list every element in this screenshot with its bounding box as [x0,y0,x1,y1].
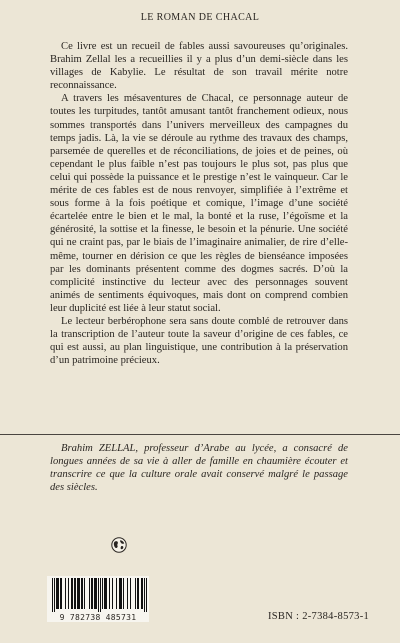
barcode-bar [91,578,92,609]
blurb-text [50,40,348,367]
barcode-bar [94,578,95,609]
barcode-bar [123,578,124,609]
barcode-bar [142,578,143,609]
barcode-bar [56,578,57,609]
barcode-bar [54,578,55,612]
barcode-bar [52,578,53,612]
author-bio-text: , professeur d’Arabe au lycée, a consacré de longues années de sa vie à aller de famille en chaumière écouter et transcrire ce que la culture orale avait conservé malgré le passage des siècles. [50,443,348,494]
barcode-bar [144,578,145,612]
barcode-number: 9 782738 485731 [59,613,137,622]
barcode-bar [72,578,73,609]
barcode-bar [104,578,105,609]
barcode-bar [121,578,122,609]
barcode-bar [98,578,99,612]
barcode-bar [141,578,142,609]
blurb-paragraph: Le lecteur berbérophone sera sans doute comblé de retrouver dans la transcription de l’auteur toute la saveur d’origine de ces fables, ce qui est aussi, au plan linguistique, une contribution à la préservation d’un patrimoine précieux. [50,315,348,367]
barcode-bar [92,578,93,609]
barcode-bar [68,578,69,609]
barcode-bar [71,578,72,609]
barcode-bars [47,576,149,612]
blurb-paragraph: A travers les mésaventures de Chacal, ce personnage auteur de toutes les turpitudes, tantôt amusant tantôt franchement odieux, nous sommes transportés dans l’univers merveilleux des campagnes du temps jadis. Là, la vie se déroule au rythme des travaux des champs, parsemée de querelles et de réconciliations, de joies et de peines, où cependant le plus faible n’est pas toujours le plus sot, pas plus que celui qui possède la puissance et le prestige n’est le vainqueur. Car le mérite de ces fables est de nous renvoyer, simplifiée à l’extrême et sous forme à la fois poétique et comique, l’image d’une société écartelée entre le bien et le mal, la bonté et la ruse, l’égoïsme et la générosité, la sottise et la finesse, le besoin et la pénurie. Une société qui ne craint pas, par le biais de l’imaginaire animalier, de rire d’elle-même, tourner en dérision ce que les règles de bienséance imposées par les dominants présentent comme des dogmes sacrés. D’où la complicité instinctive du lecteur avec des personnages souvent animés de sentiments équivoques, mais dont on comprend combien leur duplicité est liée à leur statut social. [50,93,348,314]
barcode-bar [74,578,75,609]
barcode-bar [102,578,103,609]
isbn-label: ISBN : 2-7384-8573-1 [268,611,370,622]
barcode-bar [61,578,62,609]
publisher-globe-icon [111,537,127,553]
barcode-bar [135,578,136,609]
barcode-bar [60,578,61,609]
barcode-bar [116,578,117,609]
barcode-bar [112,578,113,609]
barcode-bar [84,578,85,609]
barcode-bar [82,578,83,609]
author-name: Brahim ZELLAL [61,443,136,454]
barcode-bar [100,578,101,612]
barcode-bar [146,578,147,612]
barcode-bar [138,578,139,609]
barcode-bar [77,578,78,609]
barcode-bar [105,578,106,609]
barcode-bar [119,578,120,609]
author-bio-paragraph [50,442,348,494]
barcode-bar [79,578,80,609]
barcode-bar [65,578,66,609]
running-title: LE ROMAN DE CHACAL [140,12,260,23]
barcode-bar [57,578,58,609]
barcode-bar [127,578,128,609]
barcode-bar [137,578,138,609]
barcode-bar [96,578,97,609]
section-divider [0,434,400,435]
barcode-bar [130,578,131,609]
barcode-bar [120,578,121,609]
barcode-bar [106,578,107,609]
barcode [47,576,149,622]
author-bio [50,442,348,494]
barcode-bar [78,578,79,609]
barcode-bar [109,578,110,609]
barcode-bar [81,578,82,609]
blurb-paragraph: Ce livre est un recueil de fables aussi savoureuses qu’originales. Brahim Zellal les a recueillies il y a plus d’un demi-siècle dans les villages de Kabylie. Le résultat de son travail mérite notre reconnaissance. [50,41,348,92]
barcode-bar [95,578,96,609]
barcode-bar [89,578,90,609]
barcode-bar [58,578,59,609]
barcode-bar [75,578,76,609]
